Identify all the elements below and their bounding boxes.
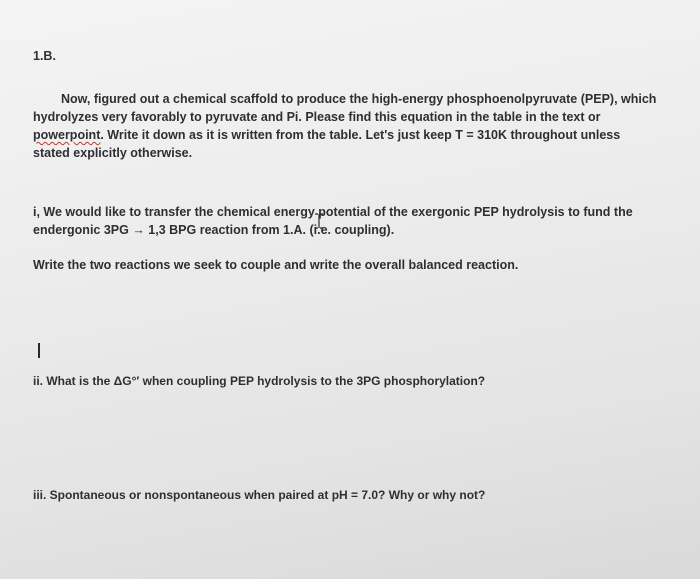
- intro-line-3-emphasis: Let's just keep T = 310K throughout unless: [365, 128, 621, 142]
- intro-line-2: hydrolyzes very favorably to pyruvate and Pi. Please find this equation in the table in the text or: [33, 110, 601, 124]
- intro-line-4: stated explicitly otherwise.: [33, 146, 193, 160]
- question-iii: iii. Spontaneous or nonspontaneous when paired at pH = 7.0? Why or why not?: [33, 488, 486, 502]
- question-ii: ii. What is the ΔG°′ when coupling PEP hydrolysis to the 3PG phosphorylation?: [33, 374, 486, 388]
- question-i-marker: i,: [33, 205, 40, 219]
- misspelled-word[interactable]: powerpoint: [33, 128, 101, 142]
- question-i-line-2: endergonic 3PG → 1,3 BPG reaction from 1.A. (i.e. coupling).: [33, 223, 395, 237]
- intro-line-3: [33, 127, 620, 144]
- question-i-line-1-text: We would like to transfer the chemical energy potential of the exergonic PEP: [39, 205, 503, 219]
- question-i-line-1-end: hydrolysis to fund the: [502, 205, 633, 219]
- section-number: 1.B.: [33, 49, 56, 63]
- text-cursor[interactable]: [38, 343, 40, 358]
- ibeam-cursor-icon: [314, 213, 324, 229]
- question-i-line-3: Write the two reactions we seek to couple and write the overall balanced reaction.: [33, 258, 519, 272]
- intro-line-3-text: . Write it down as it is written from the table.: [100, 128, 366, 142]
- intro-line-1: Now, figured out a chemical scaffold to produce the high-energy phosphoenolpyruvate (PEP), which: [61, 92, 657, 106]
- question-i-line-1: [33, 204, 633, 221]
